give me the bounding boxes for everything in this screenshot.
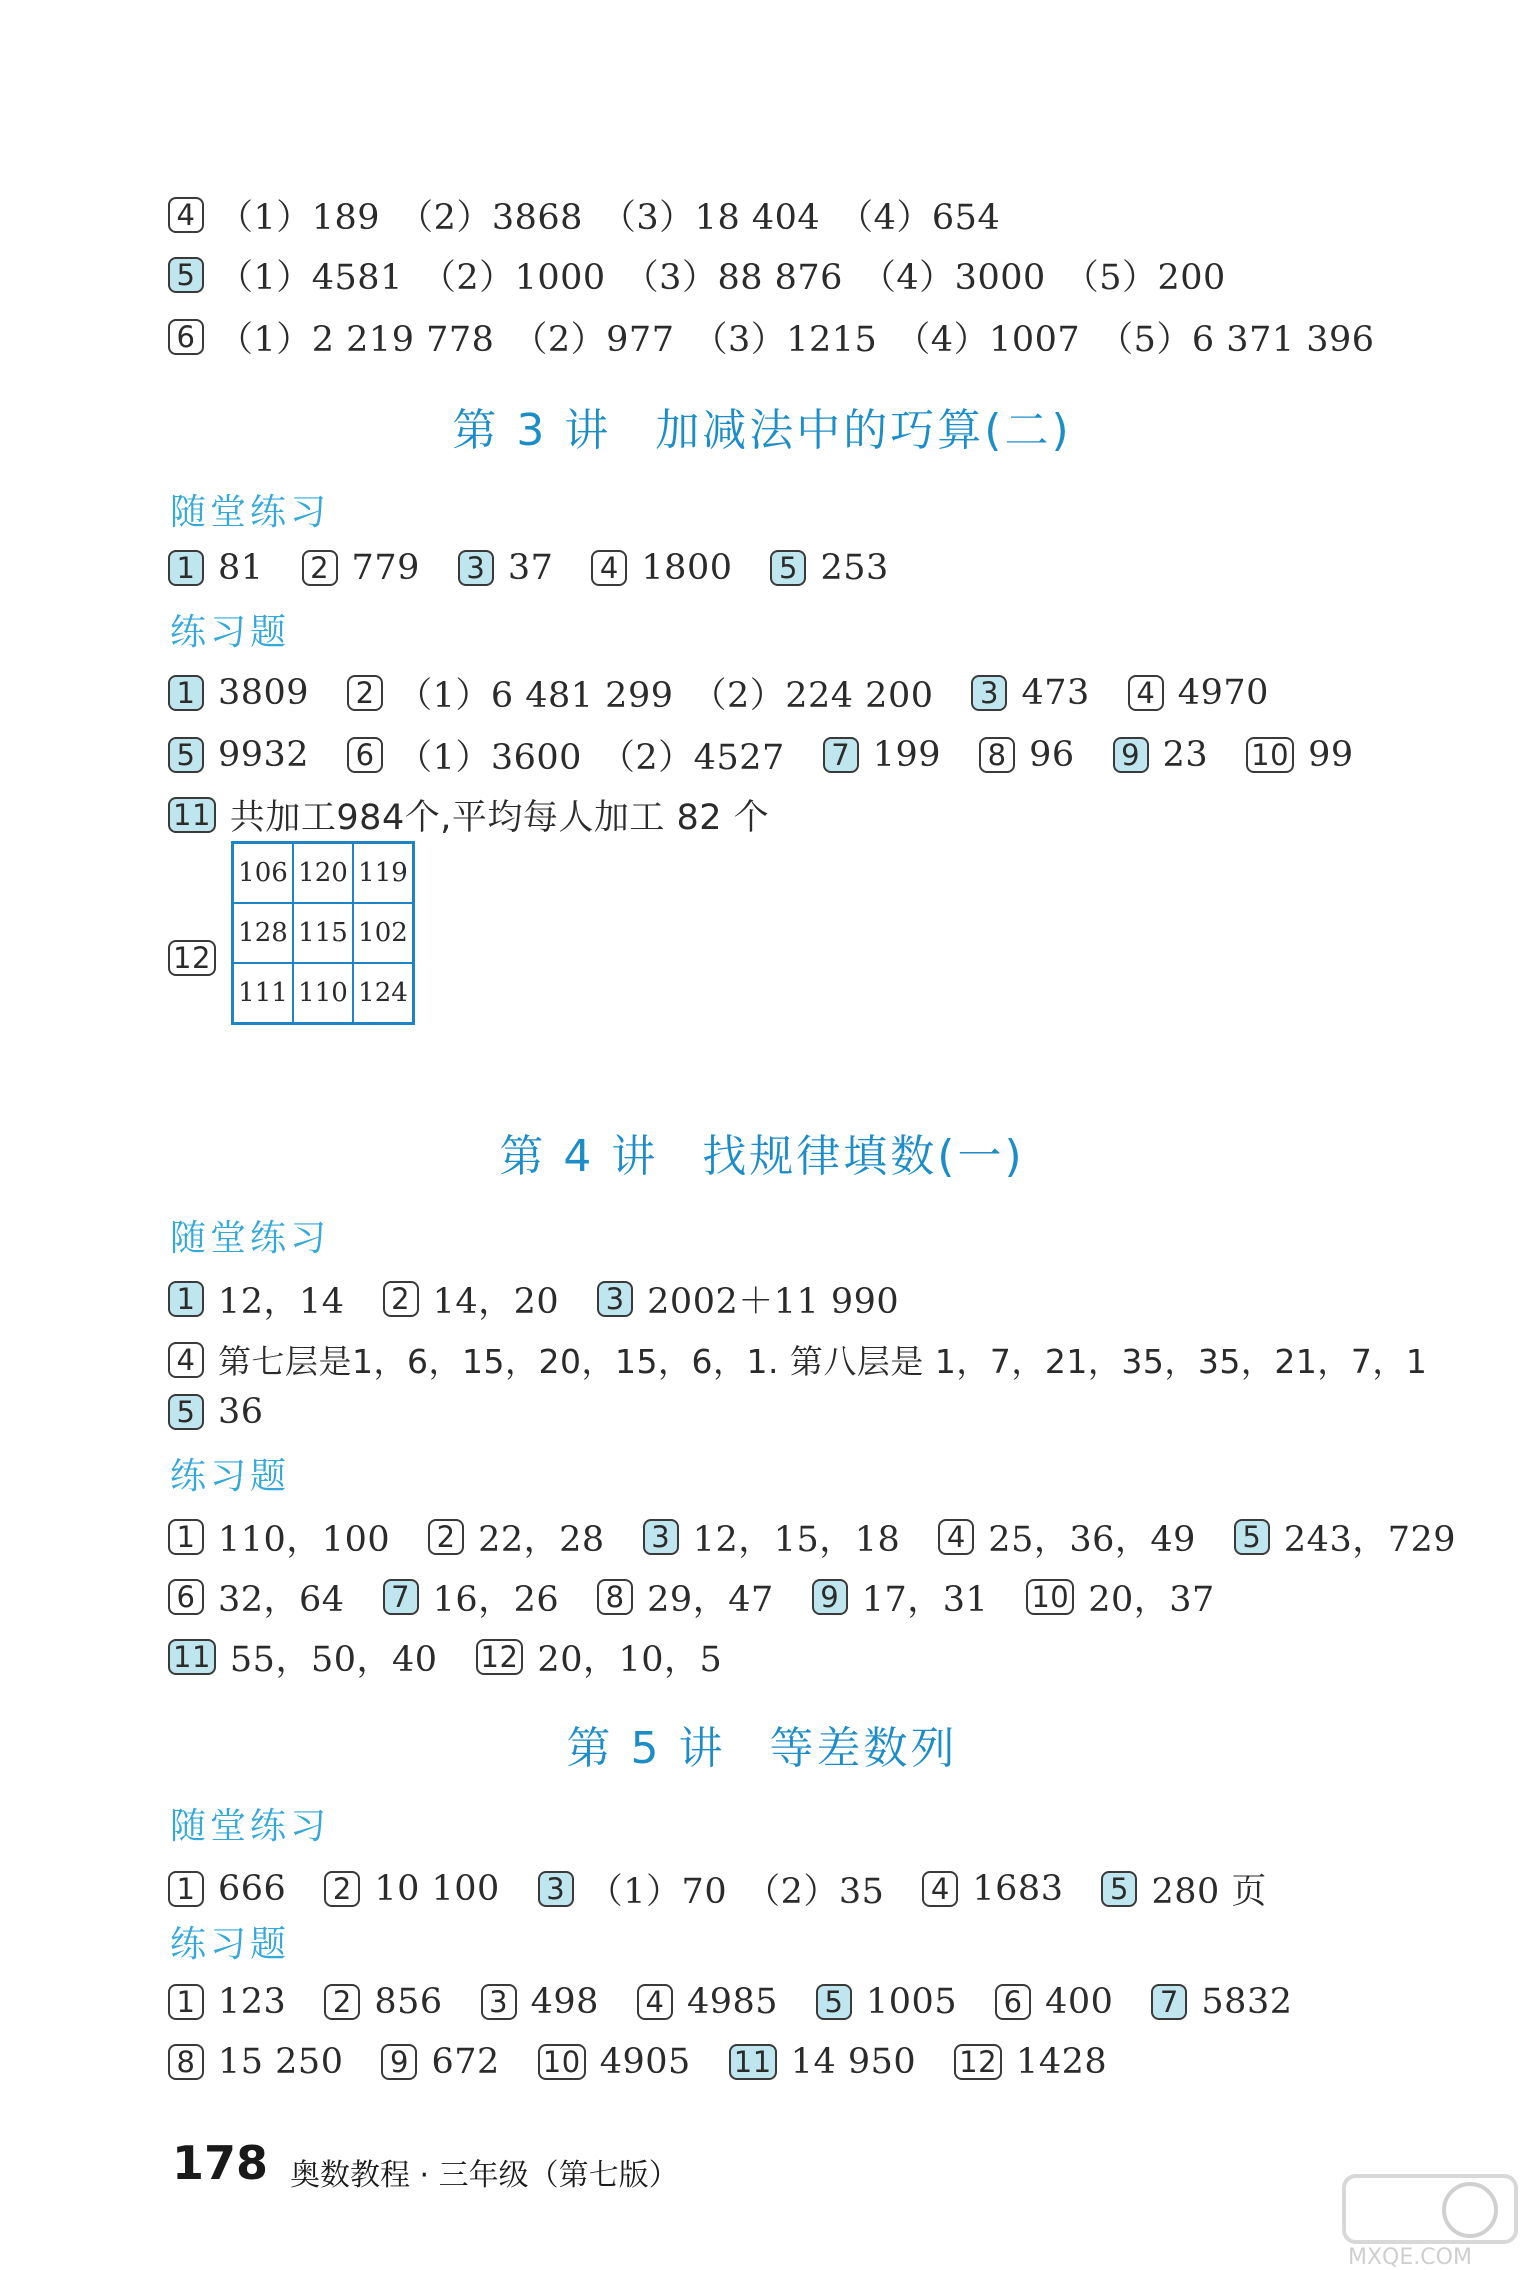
answer-value: 110，100	[218, 1520, 391, 1560]
answer-value: 779	[351, 548, 420, 588]
answer-item	[168, 1982, 286, 2022]
answer-line-4	[168, 1336, 1427, 1383]
answer-item	[168, 1512, 390, 1562]
question-number: 1	[168, 1519, 204, 1555]
answer-value: 14 950	[790, 2042, 917, 2082]
answer-value: 20，37	[1088, 1580, 1215, 1620]
answer-text: （1）4581 （2）1000 （3）88 876 （4）3000 （5）200	[218, 258, 1226, 298]
question-number: 6	[995, 1984, 1031, 2020]
answer-value: 96	[1029, 735, 1075, 775]
answer-item	[995, 1982, 1113, 2022]
answer-item	[168, 735, 309, 775]
answer-value: 856	[374, 1982, 443, 2022]
answer-text: （1）2 219 778 （2）977 （3）1215 （4）1007 （5）6 371 396	[218, 320, 1375, 360]
answer-value: 473	[1021, 673, 1090, 713]
answer-item	[168, 1274, 345, 1324]
answer-value: 1428	[1016, 2042, 1108, 2082]
question-number: 1	[168, 1281, 204, 1317]
answer-value: 1005	[866, 1982, 958, 2022]
answer-item	[1113, 735, 1209, 775]
question-number: 4	[938, 1519, 974, 1555]
question-number: 3	[643, 1519, 679, 1555]
answer-row	[168, 548, 927, 588]
answer-value: 666	[218, 1869, 287, 1909]
answer-value: 55，50，40	[229, 1640, 438, 1680]
answer-item	[597, 1274, 899, 1324]
answer-item	[1234, 1512, 1456, 1562]
question-number: 7	[1151, 1984, 1187, 2020]
question-number: 5	[770, 550, 806, 586]
question-number: 9	[812, 1579, 848, 1615]
answer-item	[979, 735, 1075, 775]
answer-text: 共加工984个,平均每人加工 82 个	[229, 798, 770, 838]
question-number: 4	[637, 1984, 673, 2020]
question-number: 5	[168, 737, 204, 773]
question-number: 5	[1234, 1519, 1270, 1555]
grid-cell: 115	[293, 903, 353, 963]
answer-value: 280 页	[1151, 1872, 1267, 1912]
magic-square-grid	[231, 841, 415, 1025]
question-number: 1	[168, 1984, 204, 2020]
question-number: 10	[1246, 737, 1294, 773]
answer-value: 12，14	[218, 1282, 345, 1322]
answer-item	[538, 1864, 885, 1914]
answer-value: 5832	[1201, 1982, 1293, 2022]
answer-item	[770, 548, 888, 588]
answer-value: 15 250	[218, 2042, 344, 2082]
chapter-title: 等差数列	[769, 1723, 958, 1774]
question-number: 11	[729, 2044, 777, 2080]
answer-item	[383, 1572, 560, 1622]
answer-item	[591, 548, 732, 588]
answer-row	[168, 1512, 1494, 1562]
grid-cell: 111	[233, 963, 294, 1024]
question-number: 5	[816, 1984, 852, 2020]
grid-cell: 119	[353, 843, 414, 904]
answer-item	[324, 1869, 499, 1909]
answer-row	[168, 1632, 760, 1682]
question-number: 3	[971, 675, 1007, 711]
answer-item	[347, 730, 785, 780]
chapter-label: 第 5 讲	[566, 1723, 726, 1774]
answer-value: 4905	[599, 2042, 691, 2082]
question-number: 2	[383, 1281, 419, 1317]
question-number: 9	[1113, 737, 1149, 773]
answer-row	[168, 1982, 1330, 2022]
question-number: 12	[954, 2044, 1002, 2080]
answer-line-12	[168, 940, 230, 976]
answer-row	[168, 730, 1392, 780]
answer-value: 12，15，18	[692, 1520, 901, 1560]
answer-value: 22，28	[478, 1520, 605, 1560]
answer-line-6	[168, 312, 1375, 362]
question-number: 2	[347, 675, 383, 711]
chapter-label: 第 4 讲	[499, 1131, 659, 1182]
chapter-label: 第 3 讲	[452, 405, 612, 456]
chapter-3-heading	[0, 394, 1524, 458]
page-number: 178	[172, 2136, 269, 2190]
question-number: 2	[302, 550, 338, 586]
answer-value: 37	[507, 548, 554, 588]
question-number: 4	[922, 1871, 958, 1907]
answer-value: 1683	[972, 1869, 1064, 1909]
question-number: 4	[168, 197, 204, 233]
answer-line-5	[168, 1392, 264, 1432]
answer-item	[481, 1982, 599, 2022]
answer-value: 20，10，5	[537, 1640, 723, 1680]
answer-value: 2002＋11 990	[647, 1282, 900, 1322]
answer-value: 1800	[641, 548, 733, 588]
grid-cell: 120	[293, 843, 353, 904]
answer-value: 3809	[218, 673, 310, 713]
answer-item	[597, 1572, 774, 1622]
answer-row	[168, 1864, 1305, 1914]
answer-item	[1151, 1982, 1292, 2022]
answer-line-5	[168, 250, 1226, 300]
answer-value: （1）3600 （2）4527	[397, 738, 785, 778]
question-number: 7	[823, 737, 859, 773]
question-number: 2	[324, 1871, 360, 1907]
answer-value: （1）6 481 299 （2）224 200	[397, 676, 934, 716]
answer-row	[168, 668, 1307, 718]
answer-item	[168, 548, 264, 588]
answer-value: 253	[820, 548, 889, 588]
question-number: 7	[383, 1579, 419, 1615]
question-number: 3	[458, 550, 494, 586]
chapter-title: 找规律填数(一)	[702, 1131, 1025, 1182]
question-number: 1	[168, 550, 204, 586]
grid-cell: 110	[293, 963, 353, 1024]
chapter-title: 加减法中的巧算(二)	[655, 405, 1072, 456]
question-number: 12	[168, 940, 216, 976]
answer-item	[1101, 1864, 1266, 1914]
question-number: 9	[381, 2044, 417, 2080]
section-heading: 随堂练习	[170, 492, 331, 533]
answer-value: 32，64	[218, 1580, 345, 1620]
question-number: 5	[168, 1394, 204, 1430]
answer-item	[302, 548, 420, 588]
question-number: 1	[168, 1871, 204, 1907]
answer-item	[729, 2042, 916, 2082]
question-number: 8	[168, 2044, 204, 2080]
question-number: 10	[538, 2044, 586, 2080]
answer-value: 99	[1308, 735, 1354, 775]
answer-value: 9932	[218, 735, 310, 775]
answer-value: 498	[530, 1982, 599, 2022]
answer-item	[324, 1982, 442, 2022]
grid-cell: 106	[233, 843, 294, 904]
question-number: 10	[1026, 1579, 1074, 1615]
question-number: 5	[168, 257, 204, 293]
answer-value: 4970	[1177, 673, 1269, 713]
question-number: 6	[347, 737, 383, 773]
question-number: 11	[168, 797, 216, 833]
answer-item	[1246, 735, 1353, 775]
answer-item	[954, 2042, 1107, 2082]
answer-item	[476, 1632, 723, 1682]
question-number: 4	[168, 1342, 204, 1378]
section-heading: 练习题	[170, 612, 291, 653]
question-number: 12	[476, 1639, 524, 1675]
grid-cell: 102	[353, 903, 414, 963]
answer-item	[637, 1982, 778, 2022]
question-number: 3	[597, 1281, 633, 1317]
answer-value: 29，47	[647, 1580, 774, 1620]
answer-item	[922, 1869, 1063, 1909]
question-number: 3	[481, 1984, 517, 2020]
grid-cell: 124	[353, 963, 414, 1024]
question-number: 4	[591, 550, 627, 586]
answer-item	[812, 1572, 989, 1622]
answer-value: （1）70 （2）35	[587, 1872, 885, 1912]
answer-line-11	[168, 790, 769, 840]
answer-value: 400	[1045, 1982, 1114, 2022]
answer-item	[168, 2042, 343, 2082]
answer-value: 10 100	[374, 1869, 500, 1909]
answer-item	[1026, 1572, 1214, 1622]
question-number: 1	[168, 675, 204, 711]
answer-text: 36	[218, 1392, 264, 1432]
answer-item	[1128, 673, 1269, 713]
question-number: 2	[324, 1984, 360, 2020]
answer-value: 199	[872, 735, 942, 775]
answer-value: 23	[1162, 735, 1209, 775]
watermark-domain: MXQE.COM	[1348, 2245, 1472, 2270]
answer-item	[428, 1512, 605, 1562]
site-watermark-logo	[1340, 2170, 1520, 2270]
answer-item	[816, 1982, 957, 2022]
section-heading: 练习题	[170, 1456, 291, 1497]
question-number: 8	[597, 1579, 633, 1615]
answer-item	[347, 668, 933, 718]
answer-value: 14，20	[432, 1282, 560, 1322]
answer-item	[643, 1512, 901, 1562]
answer-item	[381, 2042, 499, 2082]
answer-item	[383, 1274, 560, 1324]
question-number: 5	[1101, 1871, 1137, 1907]
answer-item	[538, 2042, 691, 2082]
answer-line-4	[168, 190, 1000, 240]
answer-item	[168, 1632, 438, 1682]
answer-row	[168, 2042, 1145, 2082]
book-title: 奥数教程 · 三年级（第七版）	[290, 2158, 679, 2193]
answer-item	[168, 673, 309, 713]
question-number: 6	[168, 319, 204, 355]
answer-value: 17，31	[861, 1580, 989, 1620]
question-number: 3	[538, 1871, 574, 1907]
chapter-4-heading	[0, 1120, 1524, 1184]
answer-item	[971, 673, 1089, 713]
answer-row	[168, 1274, 937, 1324]
answer-value: 123	[218, 1982, 287, 2022]
question-number: 11	[168, 1639, 216, 1675]
answer-value: 4985	[686, 1982, 779, 2022]
answer-value: 243，729	[1283, 1520, 1457, 1560]
section-heading: 练习题	[170, 1924, 291, 1965]
answer-row	[168, 1572, 1253, 1622]
answer-item	[168, 1572, 345, 1622]
answer-text: （1）189 （2）3868 （3）18 404 （4）654	[218, 198, 1001, 238]
answer-value: 672	[431, 2042, 500, 2082]
answer-value: 81	[218, 548, 264, 588]
chapter-5-heading	[0, 1712, 1524, 1776]
answer-item	[458, 548, 554, 588]
answer-value: 25，36，49	[988, 1520, 1196, 1560]
question-number: 6	[168, 1579, 204, 1615]
answer-item	[823, 735, 941, 775]
answer-text: 第七层是1，6，15，20，15，6，1. 第八层是 1，7，21，35，35，21，7，1	[218, 1342, 1428, 1381]
section-heading: 随堂练习	[170, 1218, 331, 1259]
question-number: 4	[1128, 675, 1164, 711]
grid-cell: 128	[233, 903, 294, 963]
question-number: 2	[428, 1519, 464, 1555]
answer-value: 16，26	[432, 1580, 560, 1620]
answer-item	[168, 1869, 286, 1909]
question-number: 8	[979, 737, 1015, 773]
answer-item	[938, 1512, 1196, 1562]
section-heading: 随堂练习	[170, 1806, 331, 1847]
